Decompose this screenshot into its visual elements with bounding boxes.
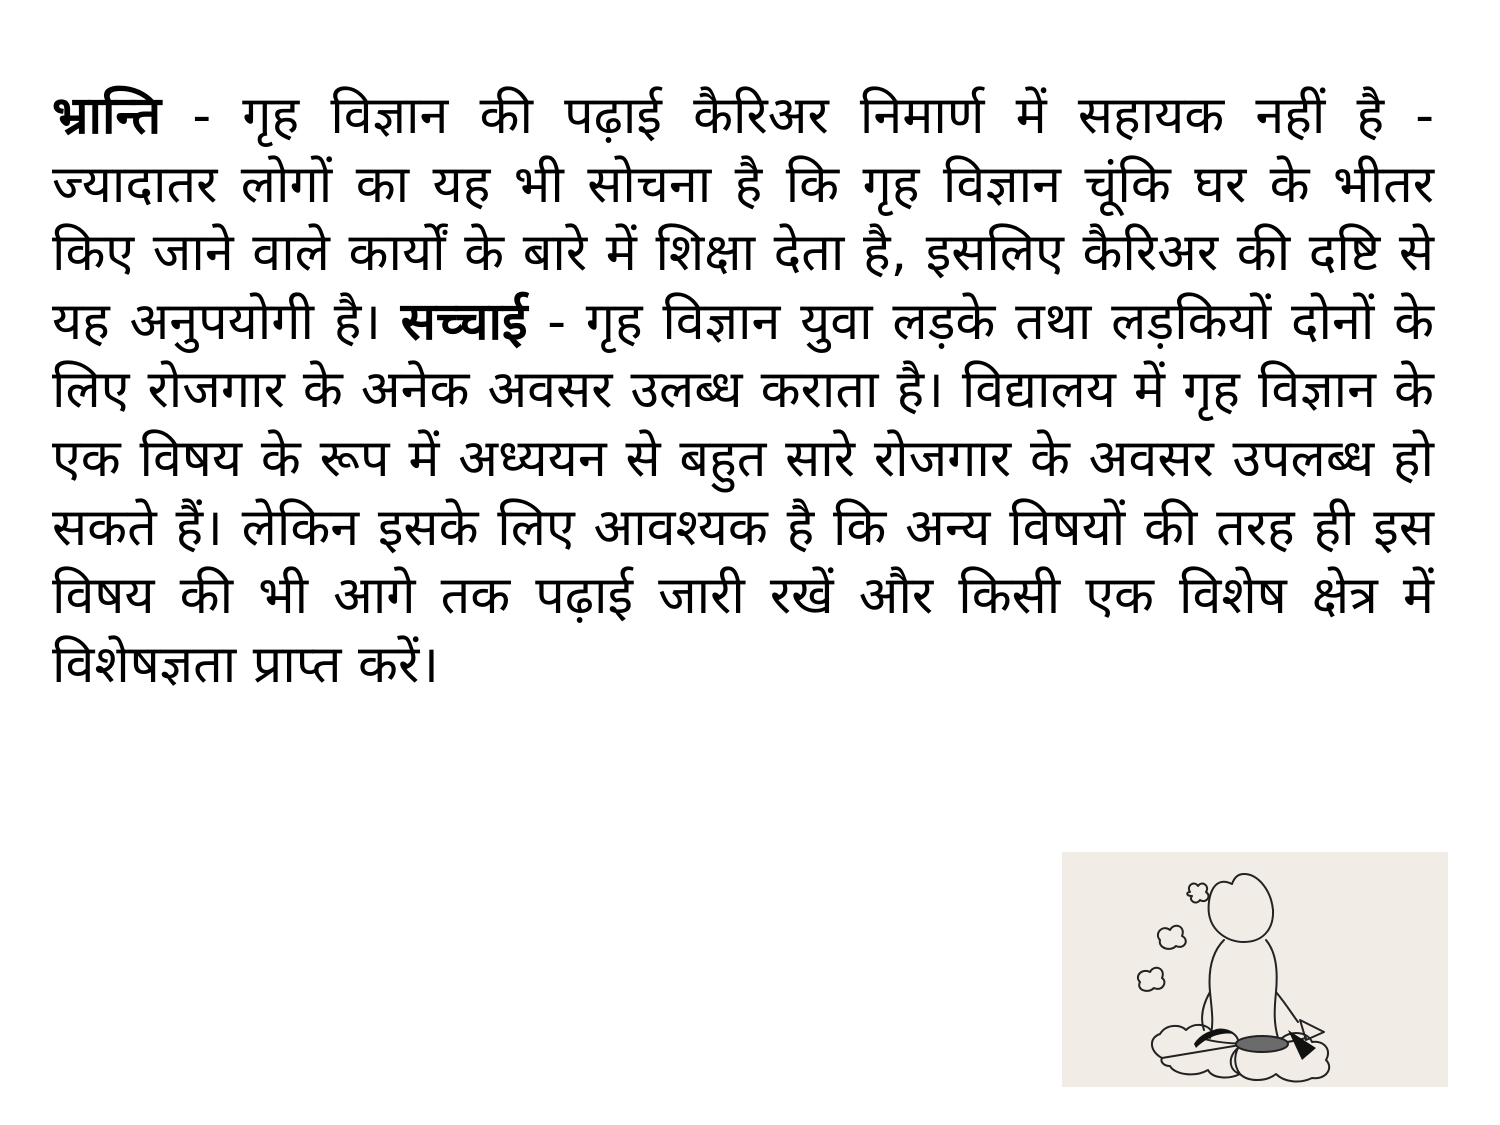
sketch-head: [1209, 874, 1273, 942]
sketch-small-cloud-3: [1138, 968, 1165, 991]
sketch-illustration: [1062, 852, 1448, 1087]
sketch-dark-arc: [1194, 1029, 1234, 1048]
sketch-crescent: [1231, 1048, 1240, 1074]
sketch-body: [1210, 940, 1278, 1038]
sketch-basket: [1236, 1036, 1288, 1052]
sketch-arms: [1202, 992, 1298, 1030]
body-paragraph: [52, 82, 1434, 699]
sketch-small-cloud-1: [1187, 884, 1208, 903]
myth-text: - गृह विज्ञान की पढ़ाई कैरिअर निमार्ण में सहायक नहीं है - ज्यादातर लोगों का यह भी सोचना है कि गृह विज्ञान चूंकि घर के भीतर किए जाने वाले कार्यों के बारे में शिक्षा देता है, इसलिए कैरिअर की दष्टि से यह अनुपयोगी है।: [52, 86, 1434, 352]
sketch-triangle-outline: [1300, 1020, 1324, 1040]
myth-label: भ्रान्ति: [52, 86, 162, 146]
truth-text: - गृह विज्ञान युवा लड़के तथा लड़कियों दोनों के लिए रोजगार के अनेक अवसर उलब्ध कराता है। विद्यालय में गृह विज्ञान के एक विषय के रूप में अध्ययन से बहुत सारे रोजगार के अवसर उपलब्ध हो सकते हैं। लेकिन इसके लिए आवश्यक है कि अन्य विषयों की तरह ही इस विषय की भी आगे तक पढ़ाई जारी रखें और किसी एक विशेष क्षेत्र में विशेषज्ञता प्राप्त करें।: [52, 291, 1435, 695]
truth-label: सच्चाई: [400, 291, 528, 352]
sketch-drawing: [1062, 852, 1448, 1087]
sketch-small-cloud-2: [1158, 926, 1186, 949]
